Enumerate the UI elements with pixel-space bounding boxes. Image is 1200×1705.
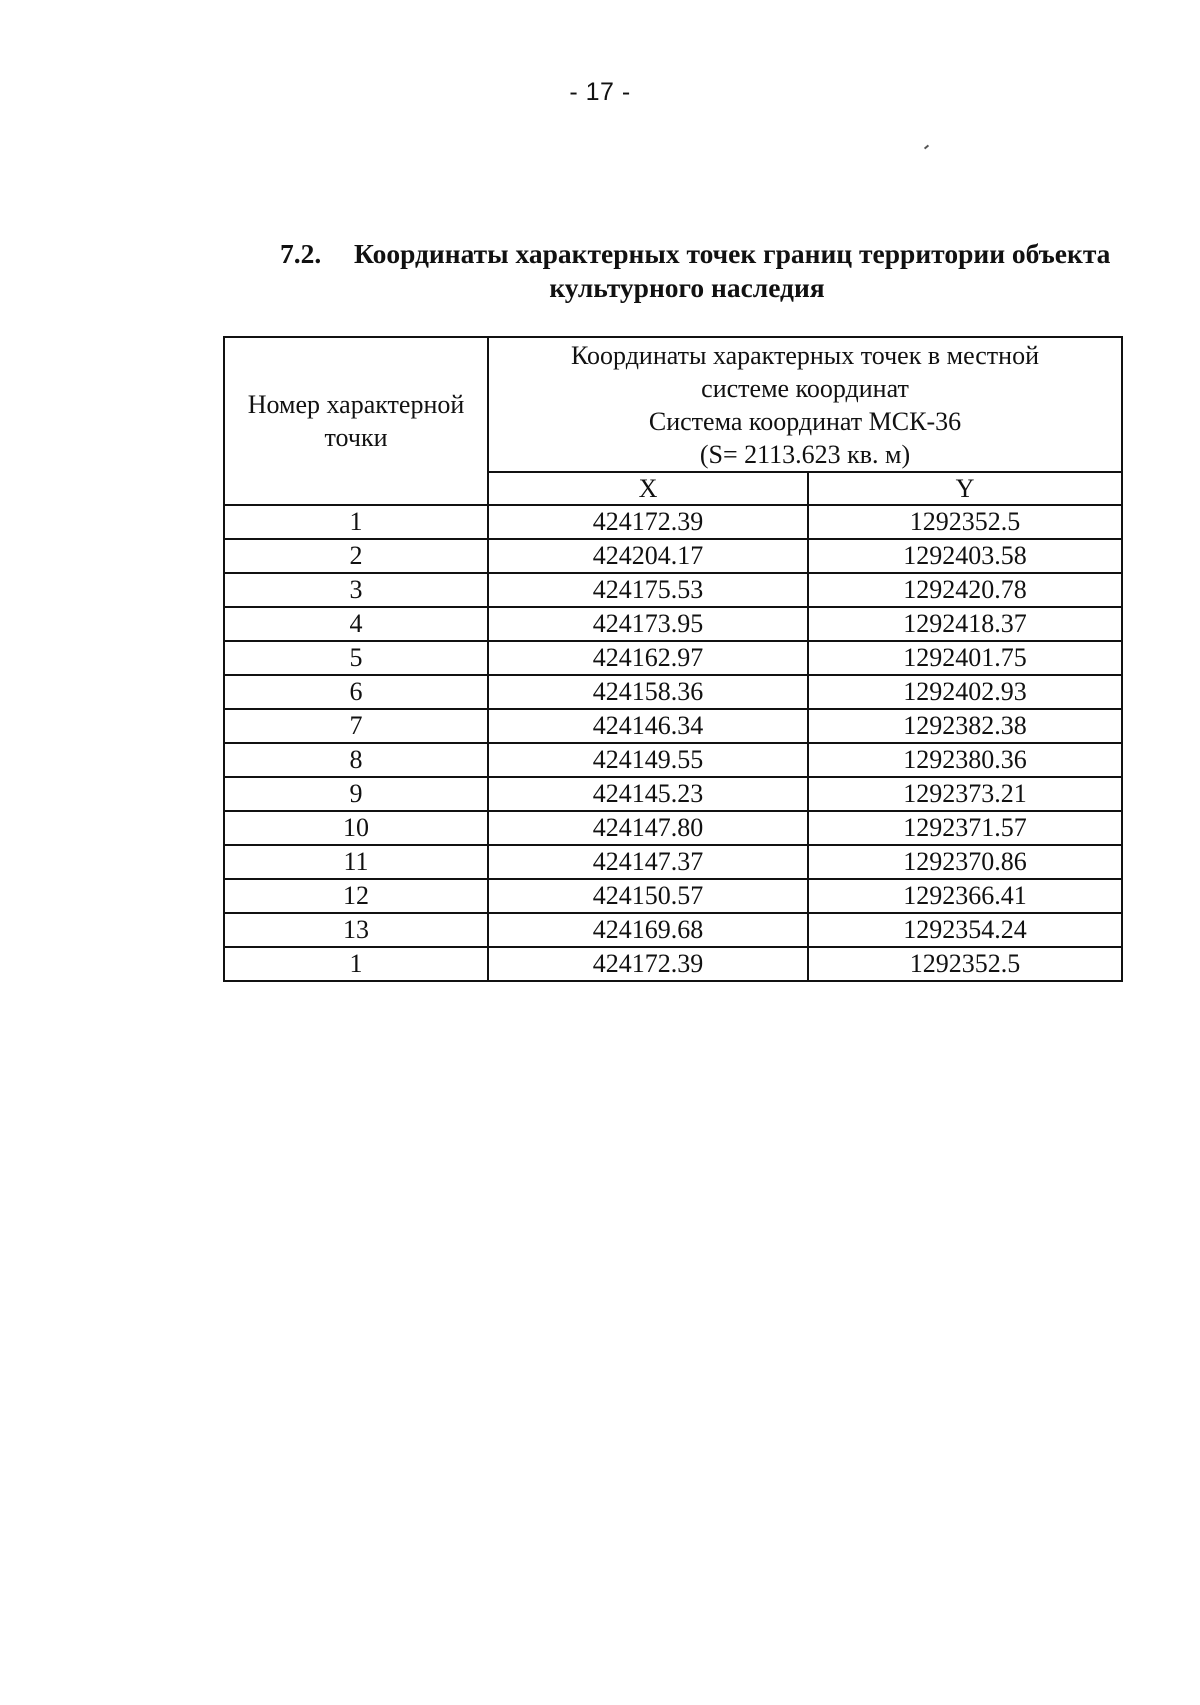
section-number: 7.2. [280, 238, 322, 269]
table-row [224, 641, 1122, 675]
cell-point-number: 7 [224, 709, 488, 743]
cell-point-number: 3 [224, 573, 488, 607]
section-heading-line1 [280, 237, 1140, 271]
table-row [224, 539, 1122, 573]
table-row [224, 607, 1122, 641]
section-heading [280, 237, 1140, 305]
cell-y: 1292354.24 [808, 913, 1122, 947]
cell-y: 1292402.93 [808, 675, 1122, 709]
cell-point-number: 2 [224, 539, 488, 573]
header-coords-line: системе координат [701, 374, 909, 403]
cell-point-number: 1 [224, 947, 488, 981]
cell-y: 1292380.36 [808, 743, 1122, 777]
cell-y: 1292382.38 [808, 709, 1122, 743]
header-point-line: точки [324, 423, 388, 452]
cell-x: 424158.36 [488, 675, 808, 709]
cell-y: 1292371.57 [808, 811, 1122, 845]
cell-x: 424172.39 [488, 505, 808, 539]
header-coords-line: Система координат МСК-36 [648, 407, 962, 436]
cell-x: 424162.97 [488, 641, 808, 675]
table-row [224, 913, 1122, 947]
cell-y: 1292370.86 [808, 845, 1122, 879]
cell-y: 1292366.41 [808, 879, 1122, 913]
page-number: - 17 - [569, 78, 631, 106]
cell-y: 1292420.78 [808, 573, 1122, 607]
cell-point-number: 10 [224, 811, 488, 845]
cell-x: 424175.53 [488, 573, 808, 607]
table-row [224, 947, 1122, 981]
cell-point-number: 11 [224, 845, 488, 879]
cell-x: 424147.37 [488, 845, 808, 879]
cell-y: 1292401.75 [808, 641, 1122, 675]
cell-x: 424173.95 [488, 607, 808, 641]
cell-point-number: 5 [224, 641, 488, 675]
table-row [224, 743, 1122, 777]
table-row [224, 777, 1122, 811]
cell-x: 424169.68 [488, 913, 808, 947]
cell-x: 424172.39 [488, 947, 808, 981]
table-header-row [224, 337, 1122, 472]
cell-x: 424150.57 [488, 879, 808, 913]
cell-point-number: 1 [224, 505, 488, 539]
cell-y: 1292403.58 [808, 539, 1122, 573]
cell-point-number: 6 [224, 675, 488, 709]
cell-y: 1292352.5 [808, 947, 1122, 981]
cell-x: 424147.80 [488, 811, 808, 845]
cell-point-number: 8 [224, 743, 488, 777]
cell-point-number: 13 [224, 913, 488, 947]
table-row [224, 879, 1122, 913]
cell-point-number: 12 [224, 879, 488, 913]
cell-x: 424145.23 [488, 777, 808, 811]
cell-point-number: 4 [224, 607, 488, 641]
cell-x: 424149.55 [488, 743, 808, 777]
section-title-line1: Координаты характерных точек границ территории объекта [354, 238, 1111, 269]
cell-x: 424146.34 [488, 709, 808, 743]
header-coords-line: (S= 2113.623 кв. м) [699, 440, 911, 469]
table-row [224, 675, 1122, 709]
header-x: X [488, 472, 808, 505]
header-y: Y [808, 472, 1122, 505]
cell-point-number: 9 [224, 777, 488, 811]
table-row [224, 845, 1122, 879]
cell-y: 1292373.21 [808, 777, 1122, 811]
table-row [224, 573, 1122, 607]
section-title-line2: культурного наследия [549, 272, 825, 303]
scan-speck [924, 145, 929, 150]
header-point-number [224, 337, 488, 505]
table-row [224, 709, 1122, 743]
table-body [224, 505, 1122, 981]
table-row [224, 505, 1122, 539]
header-coordinates [488, 337, 1122, 472]
cell-y: 1292352.5 [808, 505, 1122, 539]
cell-y: 1292418.37 [808, 607, 1122, 641]
table-row [224, 811, 1122, 845]
header-coords-line: Координаты характерных точек в местной [570, 341, 1039, 370]
cell-x: 424204.17 [488, 539, 808, 573]
coordinates-table [223, 336, 1123, 982]
header-point-line: Номер характерной [247, 390, 465, 419]
